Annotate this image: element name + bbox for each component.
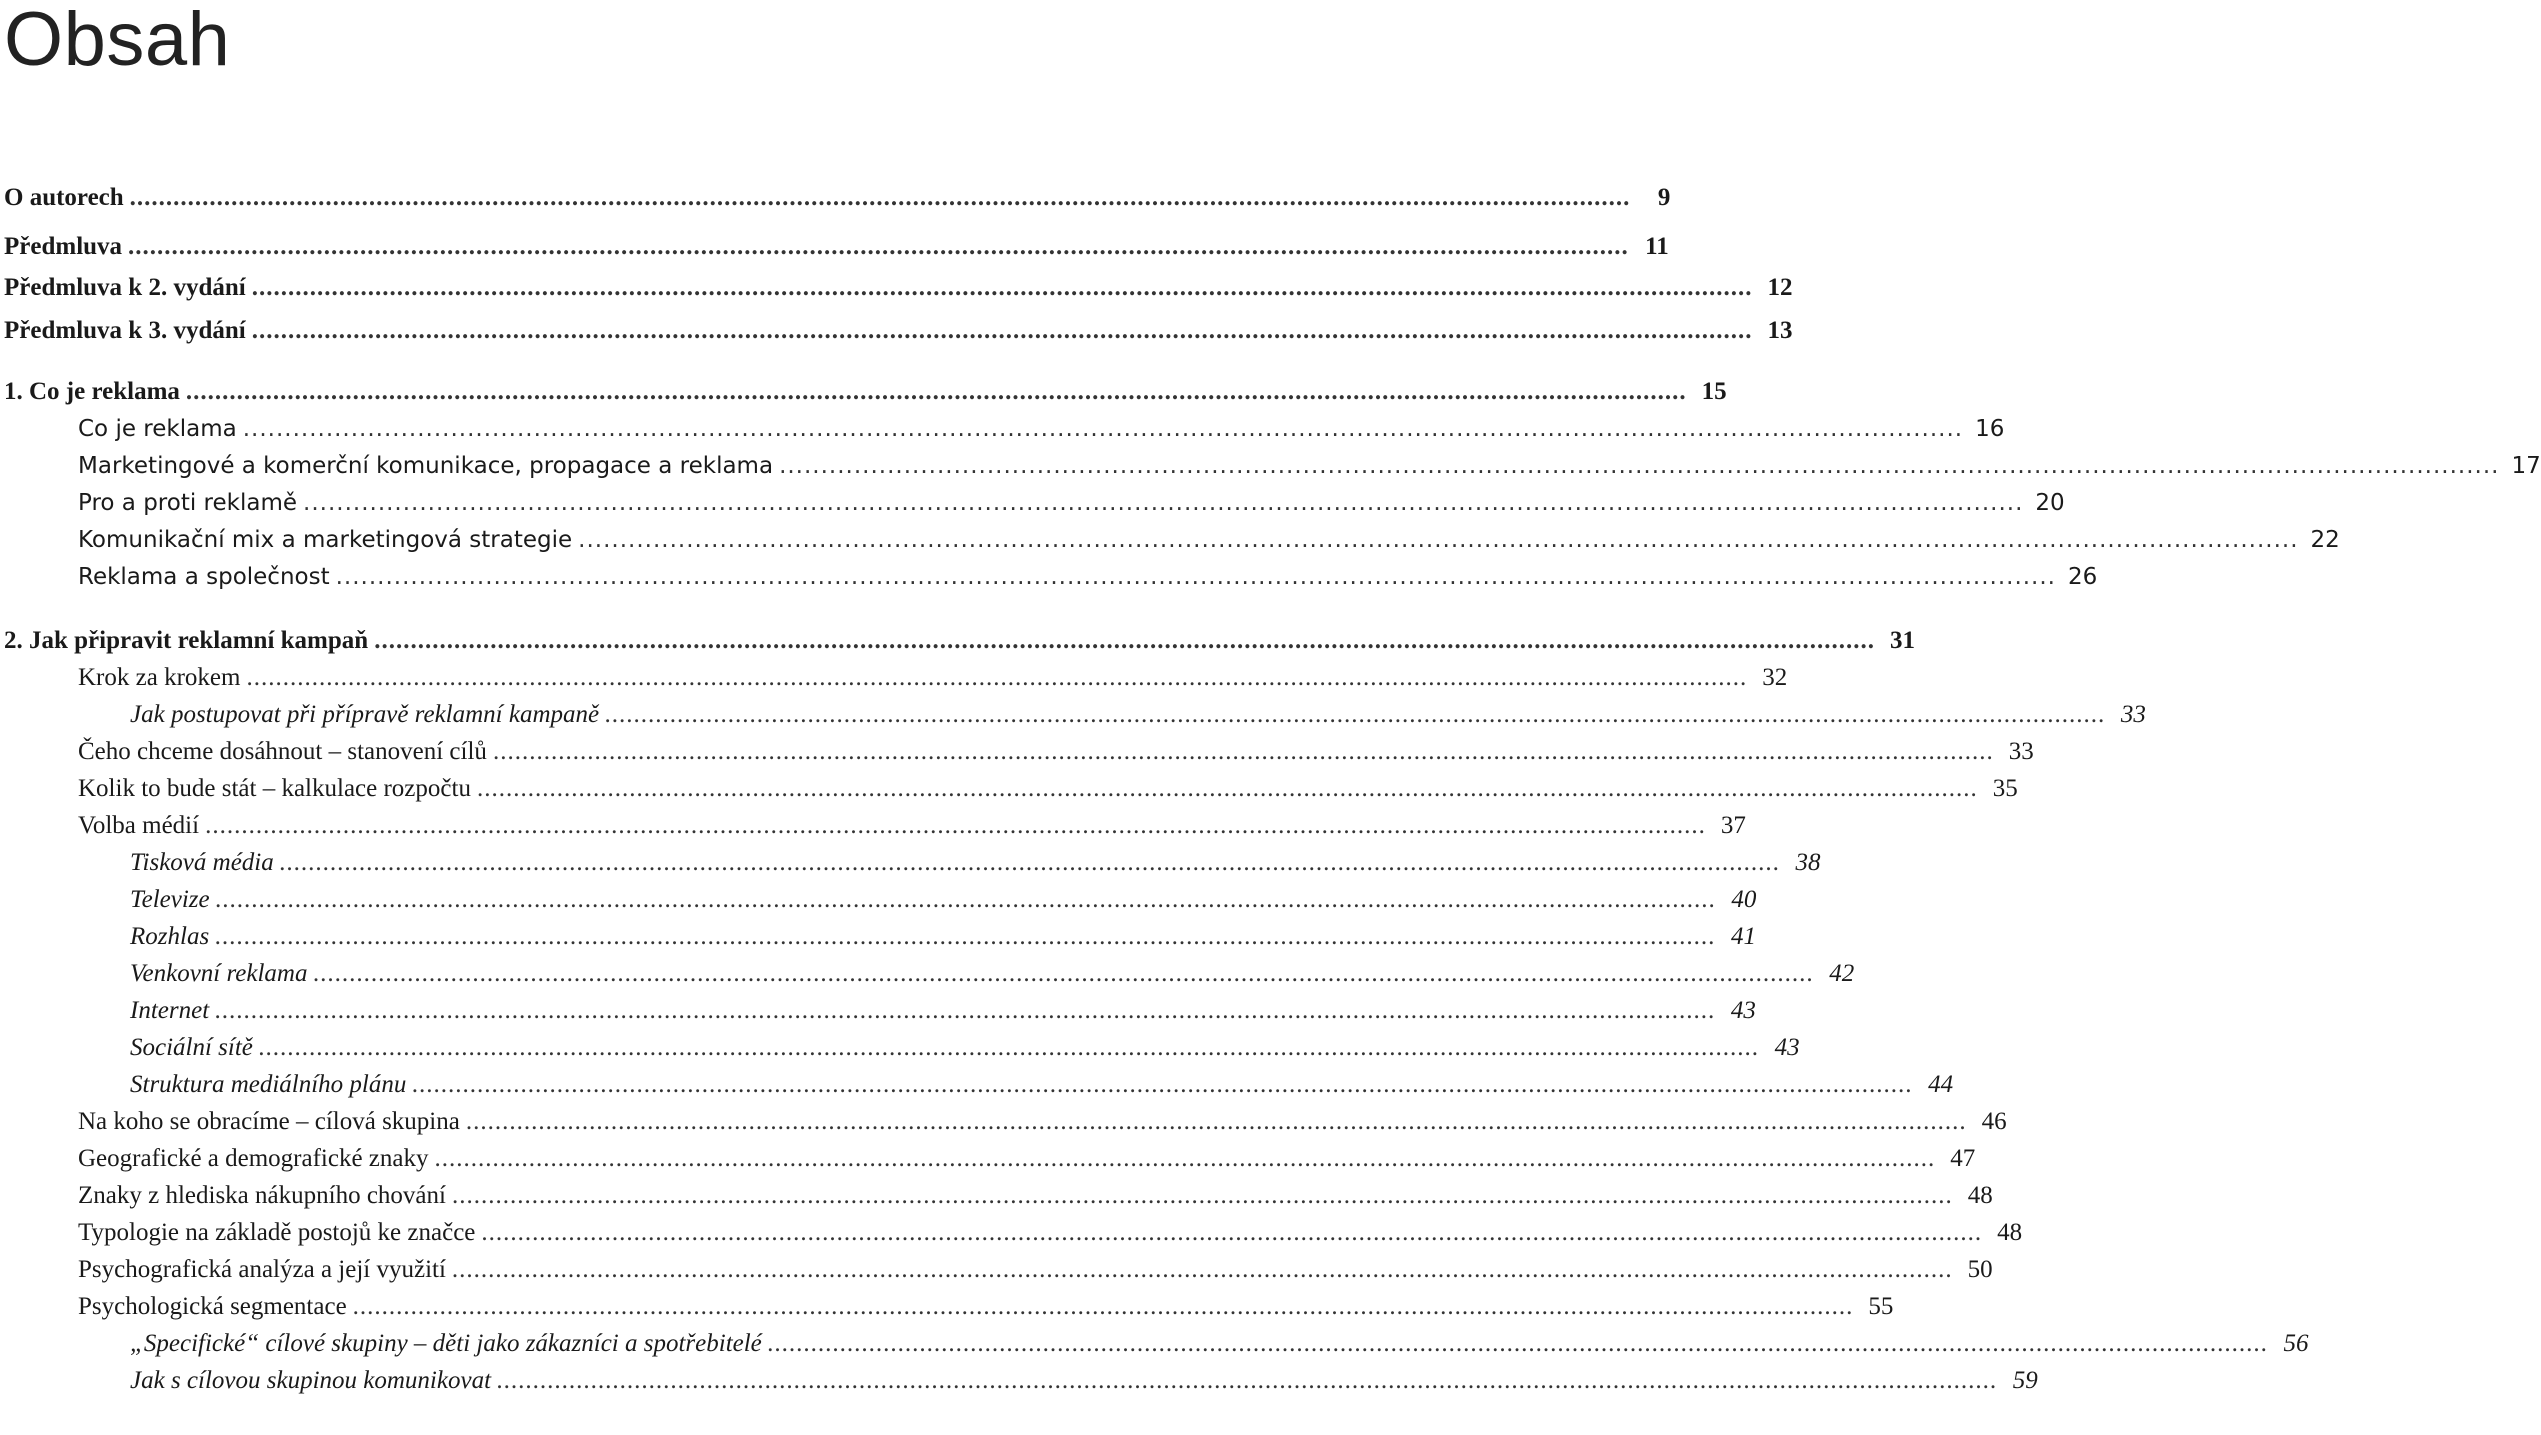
leader-dots	[336, 559, 2056, 595]
toc-entry-page: 12	[1767, 274, 1793, 301]
toc-entry-label: Na koho se obracíme – cílová skupina	[78, 1108, 460, 1135]
toc-entry-label: Sociální sítě	[130, 1034, 253, 1061]
toc-entry-label: Komunikační mix a marketingová strategie	[78, 527, 573, 553]
toc-entry[interactable]	[0, 1104, 2007, 1140]
leader-dots	[605, 697, 2106, 733]
toc-entry-page: 48	[1967, 1182, 1993, 1209]
toc-entry-label: Marketingové a komerční komunikace, propagace a reklama	[78, 453, 774, 479]
toc-entry-label: Psychologická segmentace	[78, 1293, 347, 1320]
toc-entry-page: 32	[1762, 664, 1788, 691]
leader-dots	[497, 1363, 1998, 1399]
toc-entry-page: 16	[1975, 416, 2005, 442]
toc-entry-label: Předmluva k 2. vydání	[4, 274, 246, 301]
toc-entry[interactable]	[0, 559, 2098, 595]
leader-dots	[243, 411, 1963, 447]
toc-entry-label: Co je reklama	[78, 416, 237, 442]
toc-chapter[interactable]	[0, 623, 1915, 659]
toc-entry-page: 13	[1767, 317, 1793, 344]
toc-entry-page: 17	[2511, 453, 2541, 479]
toc-subentry[interactable]	[0, 1067, 1954, 1103]
toc-entry-label: Televize	[130, 886, 210, 913]
toc-entry-label: Struktura mediálního plánu	[130, 1071, 407, 1098]
toc-entry[interactable]	[0, 1252, 1993, 1288]
leader-dots	[768, 1326, 2269, 1362]
leader-dots	[205, 808, 1706, 844]
toc-entry-label: „Specifické“ cílové skupiny – děti jako zákazníci a spotřebitelé	[130, 1330, 762, 1357]
toc-entry-label: Geografické a demografické znaky	[78, 1145, 429, 1172]
toc-entry[interactable]	[0, 485, 2065, 521]
toc-entry-label: Kolik to bude stát – kalkulace rozpočtu	[78, 775, 471, 802]
toc-subentry[interactable]	[0, 1363, 2038, 1399]
toc-entry-page: 37	[1720, 812, 1746, 839]
leader-dots	[259, 1030, 1760, 1066]
toc-entry-label: 1. Co je reklama	[4, 378, 180, 405]
toc-entry[interactable]	[0, 313, 1793, 349]
leader-dots	[246, 660, 1747, 696]
leader-dots	[779, 448, 2499, 484]
leader-dots	[481, 1215, 1982, 1251]
toc-entry[interactable]	[0, 1141, 1976, 1177]
toc-entry-page: 35	[1992, 775, 2018, 802]
toc-entry-label: 2. Jak připravit reklamní kampaň	[4, 627, 369, 654]
toc-entry[interactable]	[0, 734, 2034, 770]
toc-entry-label: Rozhlas	[130, 923, 210, 950]
toc-entry-label: Psychografická analýza a její využití	[78, 1256, 446, 1283]
toc-entry-page: 33	[2120, 701, 2146, 728]
toc-entry[interactable]	[0, 1215, 2023, 1251]
toc-entry-page: 41	[1730, 923, 1756, 950]
toc-entry-label: Znaky z hlediska nákupního chování	[78, 1182, 446, 1209]
toc-entry-label: Předmluva	[4, 233, 123, 260]
toc-entry-label: Pro a proti reklamě	[78, 490, 298, 516]
leader-dots	[215, 993, 1716, 1029]
toc-subentry[interactable]	[0, 845, 1821, 881]
toc-entry-page: 26	[2068, 564, 2098, 590]
toc-entry[interactable]	[0, 411, 2005, 447]
toc-entry[interactable]	[0, 448, 2541, 484]
leader-dots	[130, 180, 1631, 216]
toc-subentry[interactable]	[0, 882, 1757, 918]
toc-entry[interactable]	[0, 1289, 1894, 1325]
toc-entry-label: Venkovní reklama	[130, 960, 308, 987]
leader-dots	[412, 1067, 1913, 1103]
leader-dots	[353, 1289, 1854, 1325]
toc-entry-page: 55	[1868, 1293, 1894, 1320]
toc-entry-label: Typologie na základě postojů ke značce	[78, 1219, 476, 1246]
toc-entry-page: 44	[1928, 1071, 1954, 1098]
toc-entry-label: Internet	[130, 997, 210, 1024]
toc-entry-page: 20	[2035, 490, 2065, 516]
leader-dots	[186, 374, 1687, 410]
toc-entry[interactable]	[0, 771, 2018, 807]
leader-dots	[452, 1252, 1953, 1288]
toc-entry[interactable]	[0, 522, 2340, 558]
toc-entry-page: 33	[2008, 738, 2034, 765]
leader-dots	[435, 1141, 1936, 1177]
toc-subentry[interactable]	[0, 919, 1756, 955]
leader-dots	[466, 1104, 1967, 1140]
toc-entry-page: 56	[2283, 1330, 2309, 1357]
toc-entry-label: Předmluva k 3. vydání	[4, 317, 246, 344]
toc-entry-page: 31	[1889, 627, 1915, 654]
toc-entry[interactable]	[0, 270, 1793, 306]
toc-subentry[interactable]	[0, 1326, 2309, 1362]
leader-dots	[303, 485, 2023, 521]
leader-dots	[215, 919, 1716, 955]
leader-dots	[493, 734, 1994, 770]
leader-dots	[280, 845, 1781, 881]
toc-chapter[interactable]	[0, 374, 1727, 410]
toc-entry-page: 15	[1701, 378, 1727, 405]
toc-entry-label: Krok za krokem	[78, 664, 241, 691]
leader-dots	[252, 313, 1753, 349]
toc-entry-page: 50	[1967, 1256, 1993, 1283]
toc-entry-label: Volba médií	[78, 812, 200, 839]
leader-dots	[477, 771, 1978, 807]
toc-entry-label: Reklama a společnost	[78, 564, 330, 590]
toc-entry-label: Čeho chceme dosáhnout – stanovení cílů	[78, 738, 487, 765]
toc-subentry[interactable]	[0, 1030, 1800, 1066]
toc-entry-label: Tisková média	[130, 849, 274, 876]
toc-entry-page: 48	[1997, 1219, 2023, 1246]
toc-entry-page: 42	[1829, 960, 1855, 987]
toc-entry[interactable]	[0, 808, 1746, 844]
toc-entry-page: 43	[1730, 997, 1756, 1024]
leader-dots	[578, 522, 2298, 558]
toc-entry-page: 38	[1795, 849, 1821, 876]
leader-dots	[374, 623, 1875, 659]
toc-entry[interactable]	[0, 1178, 1993, 1214]
toc-entry-label: O autorech	[4, 184, 124, 211]
toc-entry-page: 46	[1981, 1108, 2007, 1135]
toc-entry-page: 47	[1950, 1145, 1976, 1172]
toc-entry[interactable]	[0, 660, 1788, 696]
toc-entry-page: 22	[2310, 527, 2340, 553]
toc-entry-page: 43	[1774, 1034, 1800, 1061]
toc-subentry[interactable]	[0, 697, 2146, 733]
page-title: Obsah	[4, 0, 231, 82]
toc-entry-page: 40	[1731, 886, 1757, 913]
toc-subentry[interactable]	[0, 956, 1855, 992]
leader-dots	[313, 956, 1814, 992]
toc-subentry[interactable]	[0, 993, 1756, 1029]
toc-entry-label: Jak postupovat při přípravě reklamní kampaně	[130, 701, 600, 728]
leader-dots	[128, 229, 1629, 265]
toc-entry-page: 9	[1657, 184, 1671, 211]
toc-entry[interactable]	[0, 229, 1669, 265]
leader-dots	[452, 1178, 1953, 1214]
leader-dots	[216, 882, 1717, 918]
toc-entry-label: Jak s cílovou skupinou komunikovat	[130, 1367, 492, 1394]
toc-entry-page: 11	[1645, 233, 1669, 260]
toc-entry-page: 59	[2012, 1367, 2038, 1394]
leader-dots	[252, 270, 1753, 306]
toc-entry[interactable]	[0, 180, 1671, 216]
